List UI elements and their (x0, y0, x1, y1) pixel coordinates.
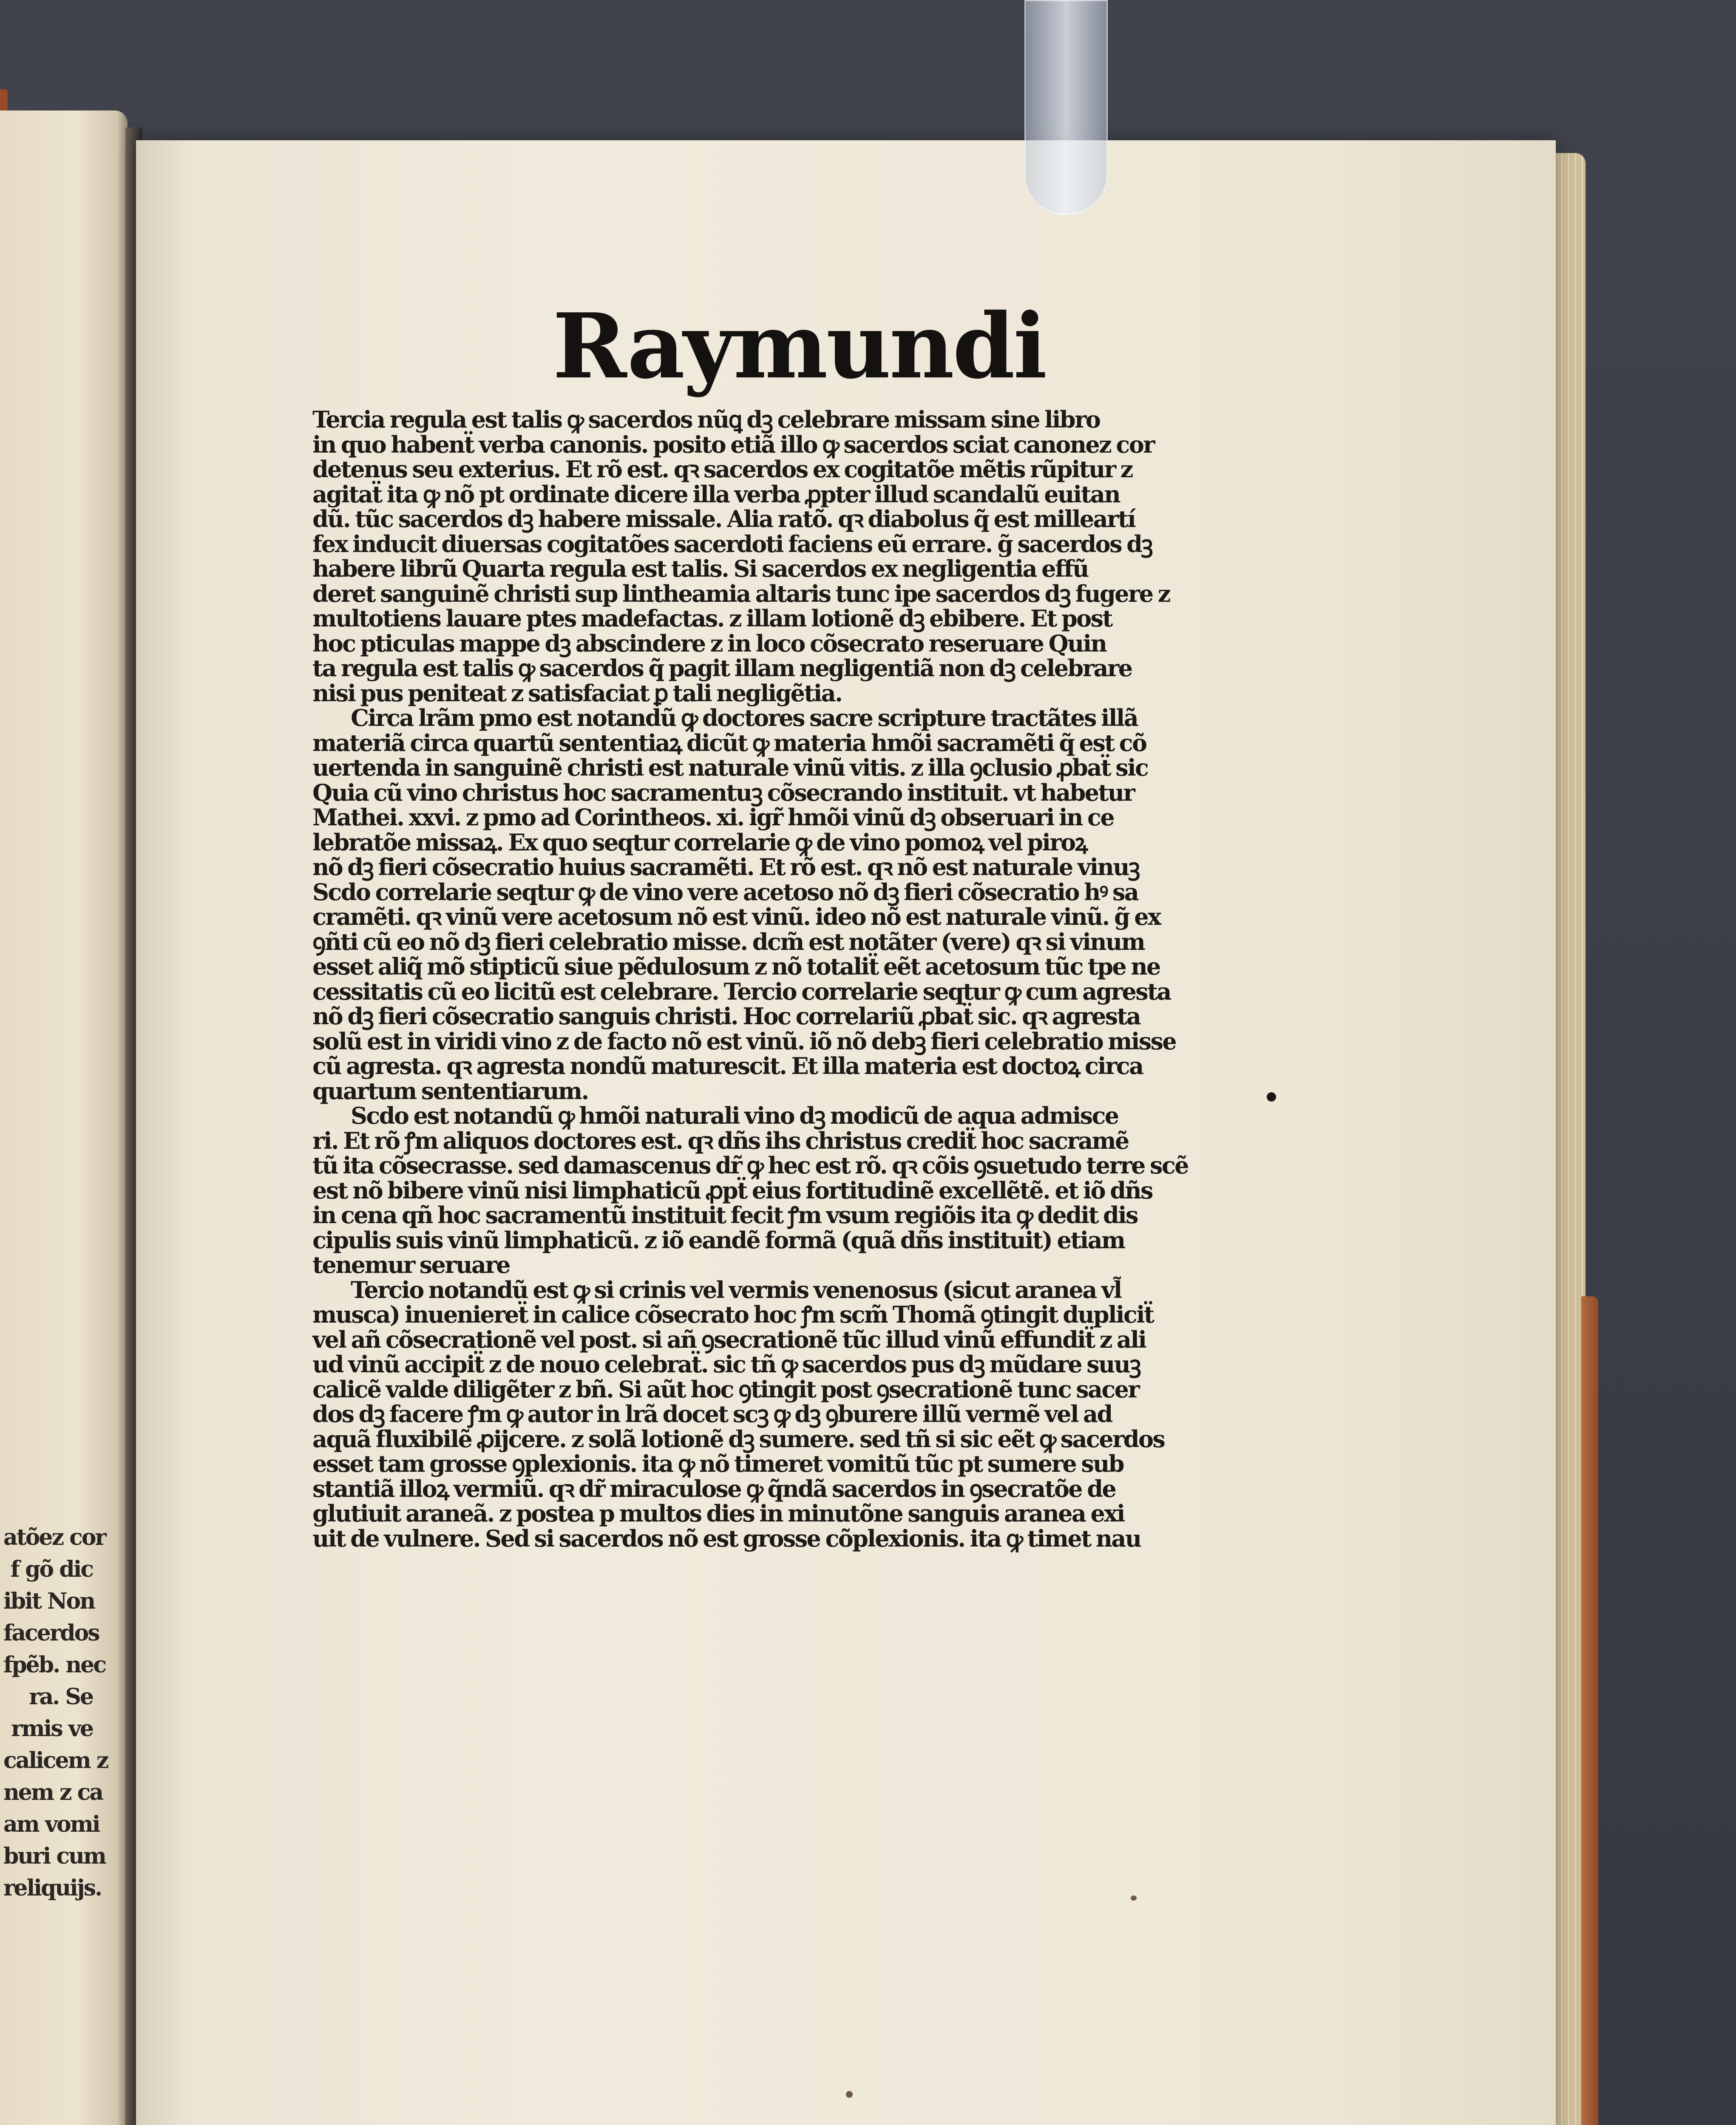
running-head: Raymundi (553, 294, 1046, 399)
text-line: in quo habenẗ verba canonis. posito etiã illo ꝙ sacerdos sciat canonez cor (312, 431, 1154, 458)
text-line: deret sanguinẽ christi sup lintheamia altaris tunc ipe sacerdos dꝫ fugere z (312, 580, 1170, 607)
text-line: dos dꝫ facere ꝭm ꝙ autor in lrã docet scꝫ ꝙ dꝫ ꝯburere illũ vermẽ vel ad (312, 1400, 1112, 1428)
paper-speck (1131, 1896, 1137, 1901)
text-line: uertenda in sanguinẽ christi est naturale vinũ vitis. z illa ꝯclusio ꝓbaẗ sic (312, 754, 1148, 781)
text-line: stantiã illoꝝ vermiũ. qꝛ dr̃ miraculose ꝙ q̃ndã sacerdos in ꝯsecratõe de (312, 1475, 1116, 1502)
text-line: cipulis suis vinũ limphaticũ. z iõ eandẽ formã (quã dñs instituit) etiam (312, 1226, 1125, 1254)
text-line: nõ dꝫ fieri cõsecratio huius sacramẽti. Et rõ est. qꝛ nõ est naturale vinuꝫ (312, 853, 1139, 881)
text-line: ud vinũ accipiẗ z de nouo celebraẗ. sic tñ ꝙ sacerdos pus dꝫ mũdare suuꝫ (312, 1351, 1140, 1378)
page-edge-stain (1581, 1296, 1598, 2125)
left-text-line: f gõ dic (10, 1556, 93, 1582)
text-line: nisi pus peniteat z satisfaciat ꝑ tali negligẽtia. (312, 679, 842, 707)
text-line: uit de vulnere. Sed si sacerdos nõ est grosse cõplexionis. ita ꝙ timet nau (312, 1524, 1141, 1552)
text-line: quartum sententiarum. (312, 1077, 588, 1105)
text-line: habere librũ Quarta regula est talis. Si sacerdos ex negligentia effũ (312, 555, 1088, 582)
left-text-line: am vomi (3, 1811, 99, 1837)
text-line: solũ est in viridi vino z de facto nõ est vinũ. iõ nõ debꝫ fieri celebratio misse (312, 1027, 1176, 1055)
left-text-line: ibit Non (3, 1588, 95, 1614)
text-line: nõ dꝫ fieri cõsecratio sanguis christi. Hoc correlariũ ꝓbaẗ sic. qꝛ agresta (312, 1003, 1140, 1030)
text-line: esset tam grosse ꝯplexionis. ita ꝙ nõ timeret vomitũ tũc pt sumere sub (312, 1450, 1123, 1477)
ink-dot (1267, 1092, 1276, 1102)
text-line: aquã fluxibilẽ ꝓijcere. z solã lotionẽ dꝫ sumere. sed tñ si sic eẽt ꝙ sacerdos (312, 1425, 1165, 1453)
text-line: dũ. tũc sacerdos dꝫ habere missale. Alia ratõ. qꝛ diabolus q̃ est milleartí (312, 505, 1135, 533)
left-page-text (3, 1522, 108, 1904)
left-text-line: atõez cor (3, 1524, 105, 1550)
left-text-line: reliquijs. (3, 1875, 102, 1901)
text-line: agitaẗ ita ꝙ nõ pt ordinate dicere illa verba ꝓpter illud scandalũ euitan (312, 480, 1120, 508)
text-line: hoc pticulas mappe dꝫ abscindere z in loco cõsecrato reseruare Quin (312, 629, 1106, 657)
text-line: multotiens lauare ptes madefactas. z illam lotionẽ dꝫ ebibere. Et post (312, 605, 1112, 632)
text-line: musca) inueniereẗ in calice cõsecrato hoc ꝭm scm̃ Thomã ꝯtingit dupliciẗ (312, 1301, 1154, 1328)
left-text-line: buri cum (3, 1843, 105, 1869)
text-line: detenus seu exterius. Et rõ est. qꝛ sacerdos ex cogitatõe mẽtis rũpitur z (312, 456, 1132, 483)
left-text-line: fpẽb. nec (3, 1652, 105, 1678)
text-line: calicẽ valde diligẽter z bñ. Si aũt hoc ꝯtingit post ꝯsecrationẽ tunc sacer (312, 1375, 1139, 1403)
text-line: Mathei. xxvi. z pmo ad Corintheos. xi. igr̃ hmõi vinũ dꝫ obseruari in ce (312, 804, 1114, 831)
text-line: glutiuit araneã. z postea p multos dies in minutõne sanguis aranea exi (312, 1500, 1124, 1527)
text-line: Quia cũ vino christus hoc sacramentuꝫ cõsecrando instituit. vt habetur (312, 779, 1135, 806)
left-page (0, 110, 128, 2125)
text-line: Scdo correlarie seqtur ꝙ de vino vere acetoso nõ dꝫ fieri cõsecratio hꝰ sa (312, 878, 1138, 906)
text-line: cũ agresta. qꝛ agresta nondũ maturescit. Et illa materia est doctoꝝ circa (312, 1052, 1143, 1080)
text-line: Scdo est notandũ ꝙ hmõi naturali vino dꝫ modicũ de aqua admisce (351, 1102, 1118, 1129)
text-line: tenemur seruare (312, 1251, 510, 1278)
left-text-line: calicem z (3, 1748, 108, 1774)
text-line: esset aliq̃ mõ stipticũ siue pẽdulosum z nõ totaliẗ eẽt acetosum tũc tpe ne (312, 953, 1160, 980)
left-text-line: facerdos (3, 1620, 99, 1646)
left-text-line: rmis ve (11, 1716, 93, 1742)
paper-speck (846, 2091, 853, 2098)
text-line: in cena qñ hoc sacramentũ instituit fecit ꝭm vsum regiõis ita ꝙ dedit dis (312, 1201, 1137, 1229)
text-line: cramẽti. qꝛ vinũ vere acetosum nõ est vinũ. ideo nõ est naturale vinũ. g̃ ex (312, 903, 1160, 930)
text-line: Tercio notandũ est ꝙ si crinis vel vermis venenosus (sicut aranea vl̃ (351, 1276, 1121, 1303)
text-line: ꝯñti cũ eo nõ dꝫ fieri celebratio misse. dcm̃ est notãter (vere) qꝛ si vinum (312, 928, 1145, 955)
text-line: ta regula est talis ꝙ sacerdos q̃ pagit illam negligentiã non dꝫ celebrare (312, 654, 1132, 682)
text-block (312, 407, 1205, 1551)
text-line: cessitatis cũ eo licitũ est celebrare. Tercio correlarie seqtur ꝙ cum agresta (312, 978, 1171, 1005)
text-line: Tercia regula est talis ꝙ sacerdos nũꝗ dꝫ celebrare missam sine libro (312, 406, 1100, 433)
text-line: lebratõe missaꝝ. Ex quo seqtur correlarie ꝙ de vino pomoꝝ vel piroꝝ (312, 828, 1087, 856)
text-line: materiã circa quartũ sententiaꝝ dicũt ꝙ materia hmõi sacramẽti q̃ est cõ (312, 729, 1146, 756)
text-line: tũ ita cõsecrasse. sed damascenus dr̃ ꝙ hec est rõ. qꝛ cõis ꝯsuetudo terre scẽ (312, 1152, 1188, 1179)
left-text-line: ra. Se (29, 1684, 93, 1710)
top-book-clip (1024, 0, 1108, 215)
left-text-line: nem z ca (3, 1779, 103, 1805)
text-line: ri. Et rõ ꝭm aliquos doctores est. qꝛ dñs ihs christus crediẗ hoc sacramẽ (312, 1127, 1129, 1154)
text-line: Circa lrãm pmo est notandũ ꝙ doctores sacre scripture tractãtes illã (351, 704, 1138, 731)
text-line: est nõ bibere vinũ nisi limphaticũ ꝓpẗ eius fortitudinẽ excellẽtẽ. et iõ dñs (312, 1176, 1152, 1204)
text-line: vel añ cõsecrationẽ vel post. si añ ꝯsecrationẽ tũc illud vinũ effundiẗ z ali (312, 1326, 1146, 1353)
text-line: fex inducit diuersas cogitatões sacerdoti faciens eũ errare. g̃ sacerdos dꝫ (312, 530, 1152, 558)
